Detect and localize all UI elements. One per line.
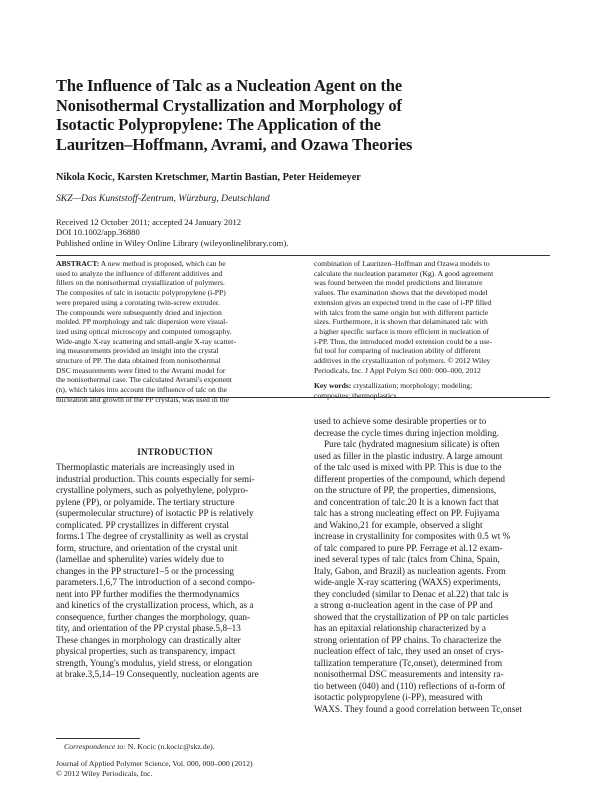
body-line: pylene (PP), or polyamide. The tertiary structure	[56, 496, 235, 507]
body-line: physical properties, such as transparency, impact	[56, 646, 236, 656]
publication-dates	[56, 217, 288, 248]
author-list: Nikola Kocic, Karsten Kretschmer, Martin Bastian, Peter Heidemeyer	[56, 172, 361, 183]
footnote-text: N. Kocic (n.kocic@skz.de).	[125, 742, 215, 751]
abstract-line: fillers on the nonisothermal crystallization of polymers.	[56, 278, 225, 288]
body-line: increase in crystallinity for composites with 0.5 wt %	[314, 531, 511, 541]
abstract-line: DSC measurements were fitted to the Avrami model for	[56, 365, 226, 375]
abstract-line: (n), which takes into account the influence of talc on the	[56, 385, 228, 395]
abstract-line: Wide-angle X-ray scattering and small-angle X-ray scatter-	[56, 336, 237, 346]
title-line: Isotactic Polypropylene: The Application of the	[56, 115, 381, 135]
footnote-rule	[56, 738, 140, 739]
body-line: strength, Young's modulus, yield stress, or elongation	[56, 657, 253, 668]
title-line: Lauritzen–Hoffmann, Avrami, and Ozawa Theories	[56, 134, 413, 154]
abstract-line: molded. PP morphology and talc dispersion were visual-	[56, 317, 228, 327]
abstract-line: a higher specific surface is more efficient in nucleation of	[314, 326, 490, 336]
body-line: they concluded (similar to Denac et al.22) that talc is	[314, 588, 509, 599]
body-line: and concentration of talc.20 It is a known fact that	[314, 496, 499, 507]
abstract-line: with talcs from the same origin but with different particle	[314, 307, 489, 317]
body-line: decrease the cycle times during injection molding.	[314, 427, 499, 438]
body-line: nucleation effect of talc, they used an onset of crys-	[314, 646, 504, 656]
abstract-right-column	[314, 259, 550, 401]
body-line: wide-angle X-ray scattering (WAXS) experiments,	[314, 577, 501, 587]
abstract-line: combination of Lauritzen–Hoffman and Ozawa models to	[314, 259, 490, 268]
abstract-line: ABSTRACT: A new method is proposed, which can be	[56, 259, 226, 268]
body-line: strong orientation of PP chains. To characterize the	[314, 634, 502, 645]
body-line: nent into PP further modifies the thermodynamics	[56, 588, 240, 599]
body-line: ined several types of talc (talcs from China, Spain,	[314, 554, 500, 564]
body-line: tallization temperature (Tc,onset), determined from	[314, 657, 503, 668]
body-line: has an epitaxial relationship characterized by a	[314, 623, 486, 633]
title-line: Nonisothermal Crystallization and Morphology of	[56, 95, 402, 115]
body-line: of the talc used is mixed with PP. This is due to the	[314, 462, 502, 472]
affiliation: SKZ—Das Kunststoff-Zentrum, Würzburg, Deutschland	[56, 193, 270, 204]
abstract-line: ized using optical microscopy and computed tomography.	[56, 326, 232, 336]
abstract-top-rule	[56, 255, 550, 256]
abstract-line: Periodicals, Inc. J Appl Polym Sci 000: 000–000, 2012	[314, 365, 481, 375]
body-line: These changes in morphology can drastically alter	[56, 634, 241, 645]
body-line: industrial production. This counts especially for semi-	[56, 473, 255, 484]
body-line: tity, and orientation of the PP crystal phase.5,8–13	[56, 623, 241, 633]
abstract-line: extension gives an expected trend in the case of i-PP filled	[314, 297, 492, 307]
abstract-line: calculate the nucleation parameter (Kg). A good agreement	[314, 268, 494, 278]
body-line: a strong α-nucleation agent in the case of PP and	[314, 600, 493, 610]
received-date: Received 12 October 2011; accepted 24 January 2012	[56, 217, 242, 227]
journal-info	[56, 759, 253, 778]
abstract-line: the nonisothermal case. The calculated Avrami's exponent	[56, 375, 232, 385]
keywords-line: Key words: crystallization; morphology; modeling;	[314, 381, 473, 391]
body-line: on the structure of PP, the properties, dimensions,	[314, 485, 497, 495]
body-line: at brake.3,5,14–19 Consequently, nucleation agents are	[56, 669, 259, 679]
correspondence-footnote	[64, 742, 215, 751]
article-title	[56, 76, 556, 154]
body-line: Thermoplastic materials are increasingly used in	[56, 462, 235, 472]
abstract-line: ing measurements provided an insight into the crystal	[56, 346, 219, 356]
abstract-line: ful tool for comparing of nucleation ability of different	[314, 346, 481, 356]
abstract-line: were prepared using a corotating twin-screw extruder.	[56, 297, 220, 307]
body-line: (supermolecular structure) of isotactic PP is relatively	[56, 508, 254, 518]
abstract-line: The compounds were subsequently dried and injection	[56, 307, 222, 317]
keywords-line: composites; thermoplastics	[314, 391, 397, 401]
body-right-column	[314, 416, 550, 715]
journal-citation: Journal of Applied Polymer Science, Vol. 000, 000–000 (2012)	[56, 759, 253, 768]
body-line: (lamellae and spherulite) varies widely due to	[56, 554, 224, 564]
abstract-line: nucleation and growth of the PP crystals, was used in the	[56, 394, 229, 404]
body-line: showed that the crystallization of PP on talc particles	[314, 611, 509, 622]
body-line: and kinetics of the crystallization process, which, as a	[56, 600, 254, 610]
published-online: Published online in Wiley Online Library (wileyonlinelibrary.com).	[56, 237, 289, 248]
footnote-label: Correspondence to:	[64, 742, 126, 751]
body-line: forms.1 The degree of crystallinity as well as crystal	[56, 531, 249, 541]
abstract-label: ABSTRACT:	[56, 259, 100, 268]
body-line: WAXS. They found a good correlation between Tc,onset	[314, 703, 522, 714]
body-line: complicated. PP crystallizes in different crystal	[56, 519, 229, 530]
doi: DOI 10.1002/app.36880	[56, 227, 140, 238]
body-line: of talc compared to pure PP. Ferrage et al.12 exam-	[314, 542, 503, 553]
copyright: © 2012 Wiley Periodicals, Inc.	[56, 768, 153, 778]
body-line: crystalline polymers, such as polyethylene, polypro-	[56, 485, 249, 495]
abstract-line: The composites of talc in isotactic polypropylene (i-PP)	[56, 288, 226, 298]
abstract-line: structure of PP. The data obtained from nonisothermal	[56, 356, 221, 366]
body-left-column	[56, 462, 294, 681]
keywords-label: Key words:	[314, 381, 352, 391]
abstract-line: sizes. Furthermore, it is shown that delaminated talc with	[314, 317, 488, 327]
body-line: parameters.1,6,7 The introduction of a second compo-	[56, 577, 256, 587]
abstract-line: additives in the crystallization of polymers. © 2012 Wiley	[314, 356, 491, 366]
body-line: talc has a strong nucleating effect on PP. Fujiyama	[314, 508, 500, 518]
body-line: form, structure, and orientation of the crystal unit	[56, 542, 238, 553]
abstract-line: i-PP. Thus, the introduced model extension could be a use-	[314, 336, 493, 346]
abstract-left-column	[56, 259, 294, 405]
abstract-line: used to analyze the influence of different additives and	[56, 268, 223, 278]
title-line: The Influence of Talc as a Nucleation Agent on the	[56, 76, 403, 95]
body-line: consequence, further changes the morphology, quan-	[56, 611, 251, 622]
abstract-line: values. The examination shows that the developed model	[314, 288, 488, 298]
body-line: and Wakino,21 for example, observed a slight	[314, 519, 483, 530]
abstract-bottom-rule	[56, 397, 550, 398]
body-line: used as filler in the plastic industry. A large amount	[314, 450, 503, 461]
body-line: used to achieve some desirable properties or to	[314, 416, 487, 426]
body-line: Italy, Gabon, and Brazil) as nucleation agents. From	[314, 565, 506, 576]
body-line: Pure talc (hydrated magnesium silicate) is often	[324, 439, 500, 449]
body-line: changes in the PP structure1–5 or the processing	[56, 565, 235, 576]
body-line: different properties of the compound, which depend	[314, 473, 505, 484]
body-line: tio between (040) and (110) reflections of α-form of	[314, 680, 506, 691]
body-line: nonisothermal DSC measurements and intensity ra-	[314, 669, 504, 679]
body-line: isotactic polypropylene (i-PP), measured with	[314, 692, 483, 702]
abstract-line: was found between the model predictions and literature	[314, 278, 483, 288]
section-heading: INTRODUCTION	[137, 447, 213, 457]
